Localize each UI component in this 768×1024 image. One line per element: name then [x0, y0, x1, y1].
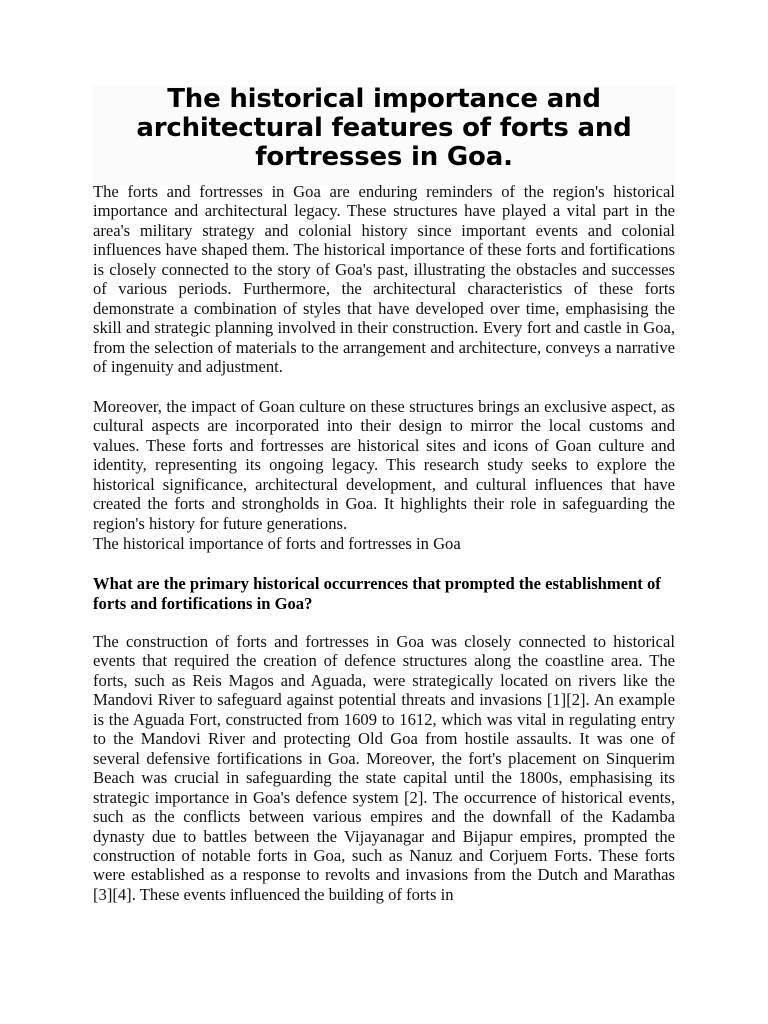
document-title: The historical importance and architectural features of forts and fortresses in Goa.	[136, 84, 632, 172]
title-block	[93, 85, 675, 185]
answer-paragraph: The construction of forts and fortresses in Goa was closely connected to historical events that required the creation of defence structures along the coastline area. The forts, such as Reis Magos and Aguada, were strategically located on rivers like the Mandovi River to safeguard against potential threats and invasions [1][2]. An example is the Aguada Fort, constructed from 1609 to 1612, which was vital in regulating entry to the Mandovi River and protecting Old Goa from hostile assaults. It was one of several defensive fortifications in Goa. Moreover, the fort's placement on Sinquerim Beach was crucial in safeguarding the state capital until the 1800s, emphasising its strategic importance in Goa's defence system [2]. The occurrence of historical events, such as the conflicts between various empires and the downfall of the Kadamba dynasty due to battles between the Vijayanagar and Bijapur empires, prompted the construction of notable forts in Goa, such as Nanuz and Corjuem Forts. These forts were established as a response to revolts and invasions from the Dutch and Marathas [3][4]. These events influenced the building of forts in	[93, 632, 675, 904]
section-subtitle: The historical importance of forts and fortresses in Goa	[93, 534, 461, 553]
intro-paragraph: The forts and fortresses in Goa are enduring reminders of the region's historical importance and architectural legacy. These structures have played a vital part in the area's military strategy and colonial history since important events and colonial influences have shaped them. The historical importance of these forts and fortifications is closely connected to the story of Goa's past, illustrating the obstacles and successes of various periods. Furthermore, the architectural characteristics of these forts demonstrate a combination of styles that have developed over time, emphasising the skill and strategic planning involved in their construction. Every fort and castle in Goa, from the selection of materials to the arrangement and architecture, conveys a narrative of ingenuity and adjustment.	[93, 182, 675, 377]
culture-paragraph: Moreover, the impact of Goan culture on these structures brings an exclusive aspect, as cultural aspects are incorporated into their design to mirror the local customs and values. These forts and fortresses are historical sites and icons of Goan culture and identity, representing its ongoing legacy. This research study seeks to explore the historical significance, architectural development, and cultural influences that have created the forts and strongholds in Goa. It highlights their role in safeguarding the region's history for future generations.	[93, 397, 675, 533]
question-heading: What are the primary historical occurrences that prompted the establishment of forts and fortifications in Goa?	[93, 574, 661, 613]
